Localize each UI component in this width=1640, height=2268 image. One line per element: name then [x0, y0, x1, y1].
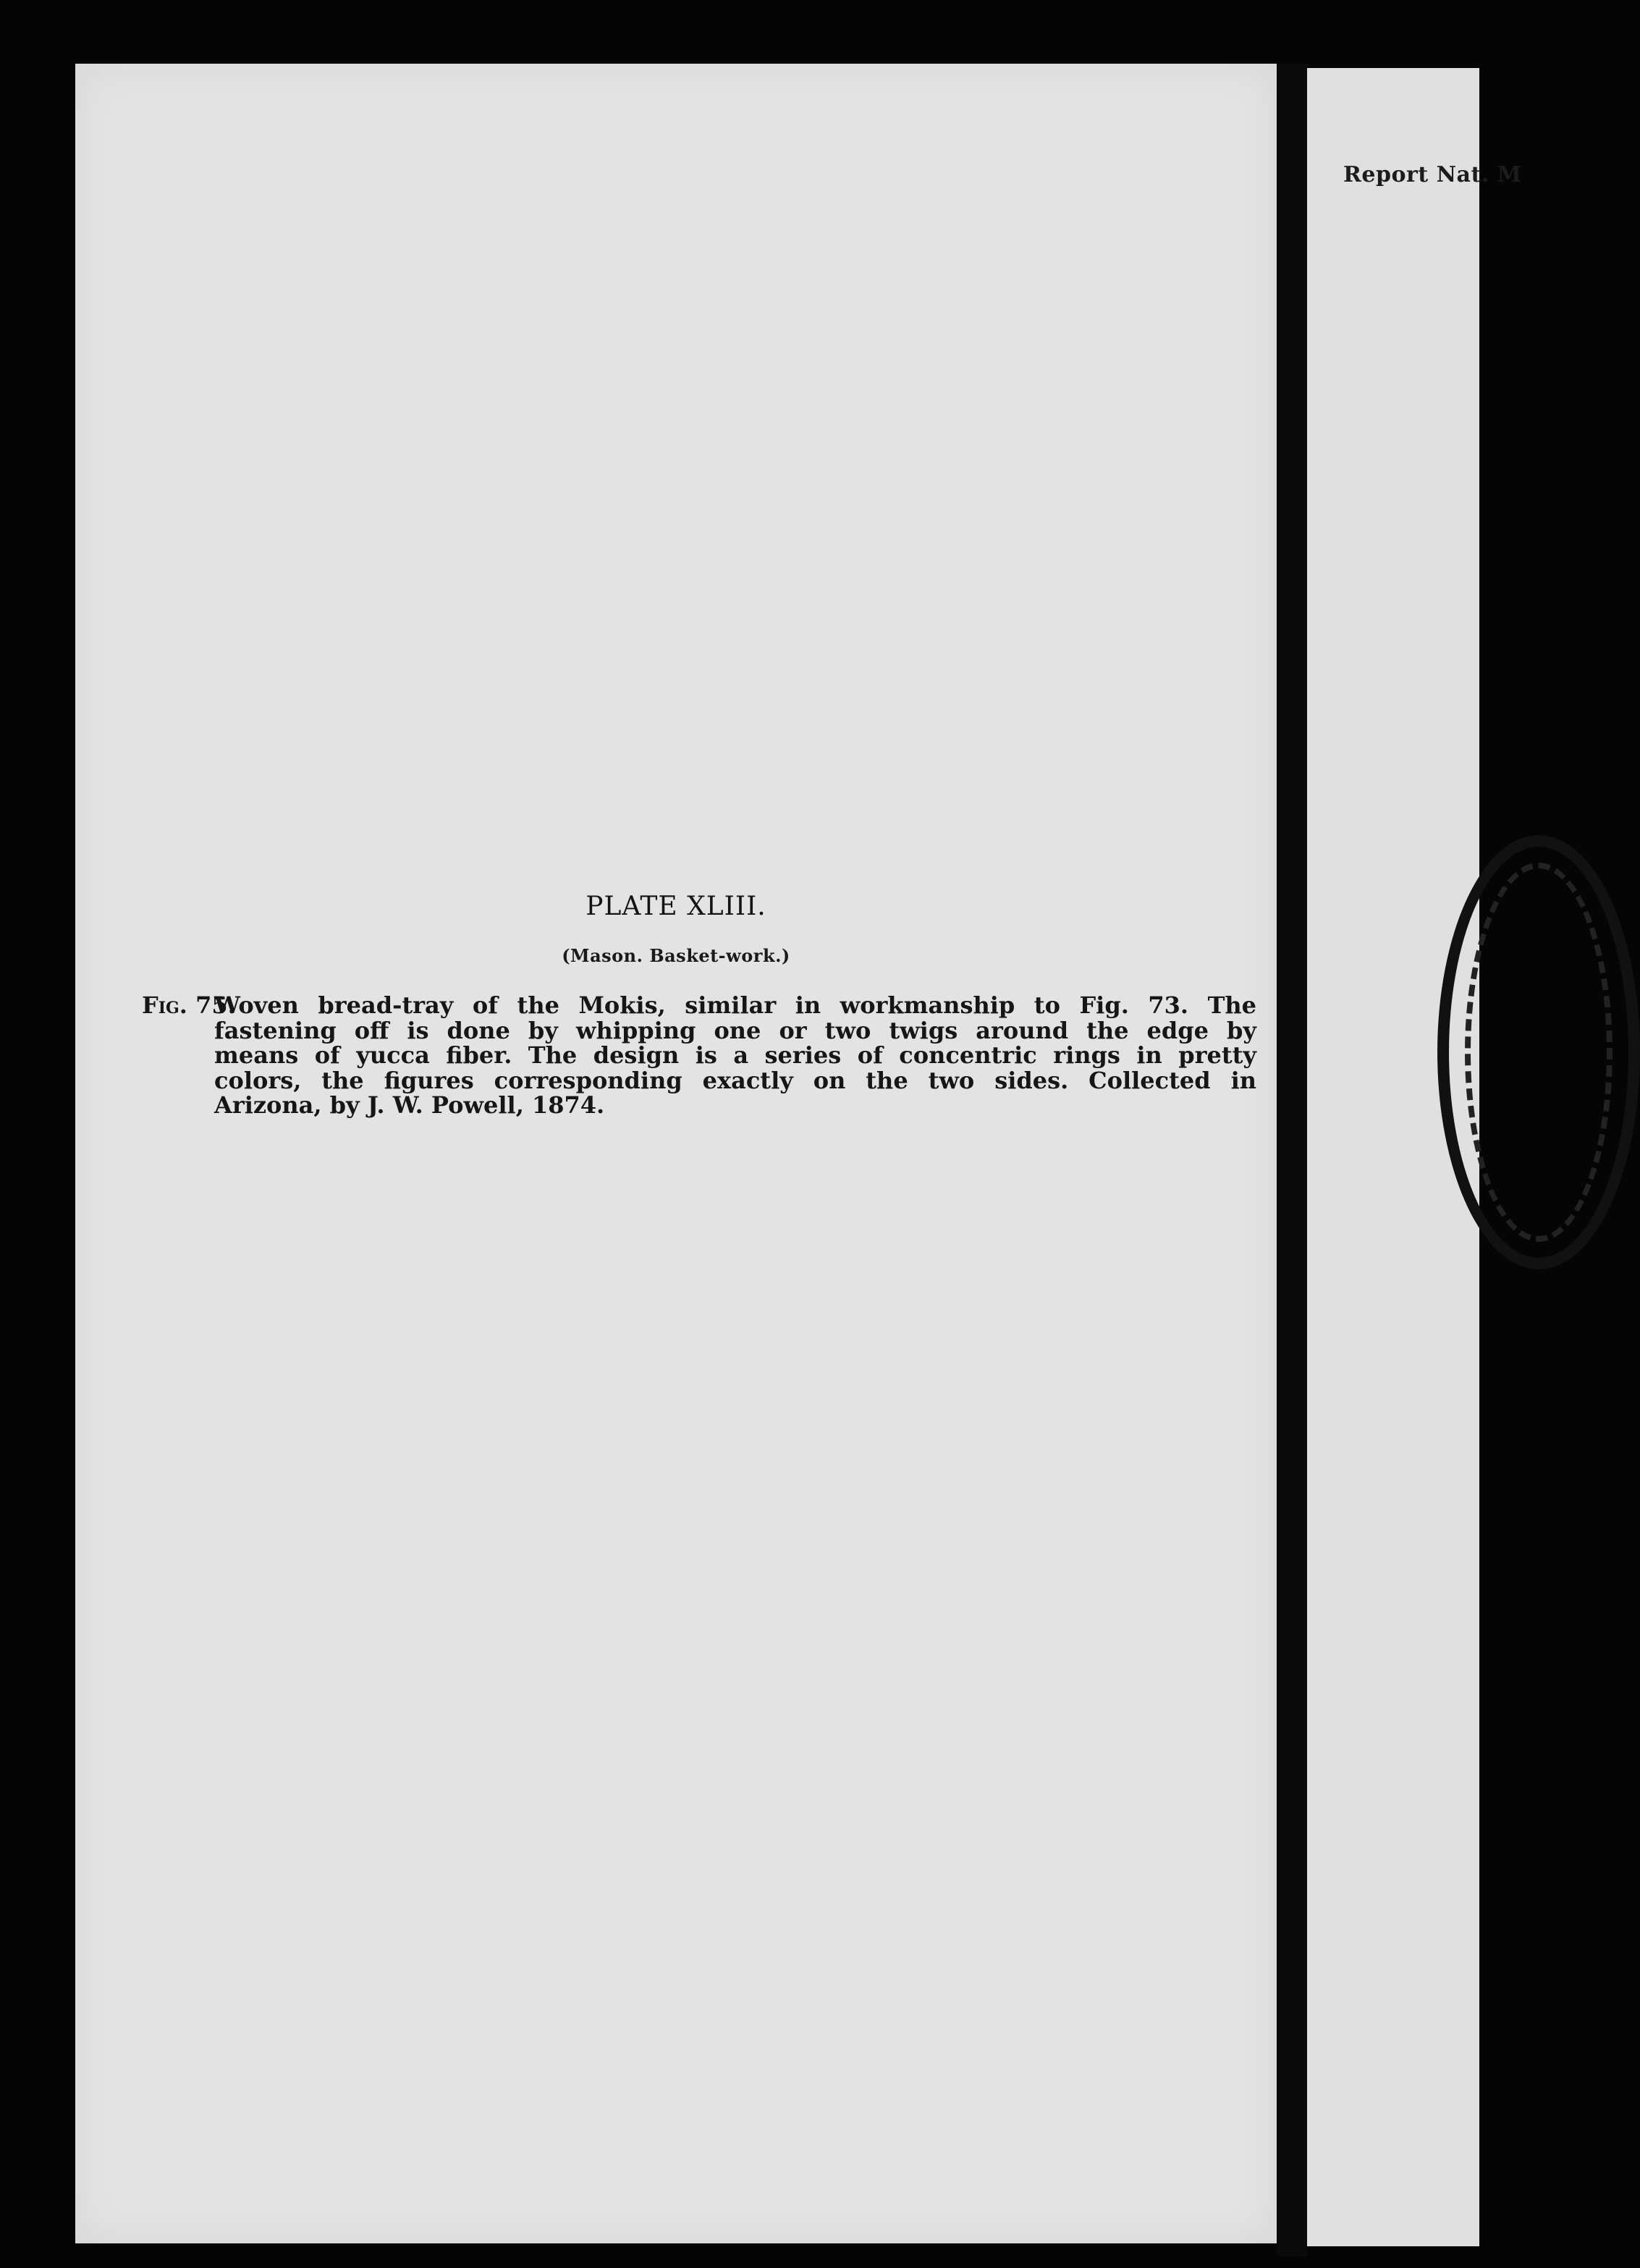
right-page [1307, 68, 1522, 2246]
figure-caption [142, 991, 1256, 1119]
caption-line: Arizona, by J. W. Powell, 1874. [214, 1091, 605, 1119]
page-gutter [1277, 64, 1307, 2256]
left-page [75, 64, 1277, 2243]
caption-line: colors, the figures corresponding exactly on the two sides. Collected in [214, 1066, 1256, 1094]
caption-line: means of yucca fiber. The design is a series of concentric rings in pretty [214, 1041, 1256, 1069]
caption-line: fastening off is done by whipping one or two twigs around the edge by [214, 1016, 1256, 1044]
figure-label: Fig. 75. [142, 991, 236, 1019]
basket-illustration-edge [1437, 835, 1640, 1269]
plate-title: PLATE XLIII. [586, 892, 766, 921]
running-head: Report Nat. M [1343, 162, 1522, 187]
plate-subtitle: (Mason. Basket-work.) [562, 945, 790, 966]
caption-line: Woven bread-tray of the Mokis, similar in workmanship to Fig. 73. The [214, 991, 1256, 1019]
